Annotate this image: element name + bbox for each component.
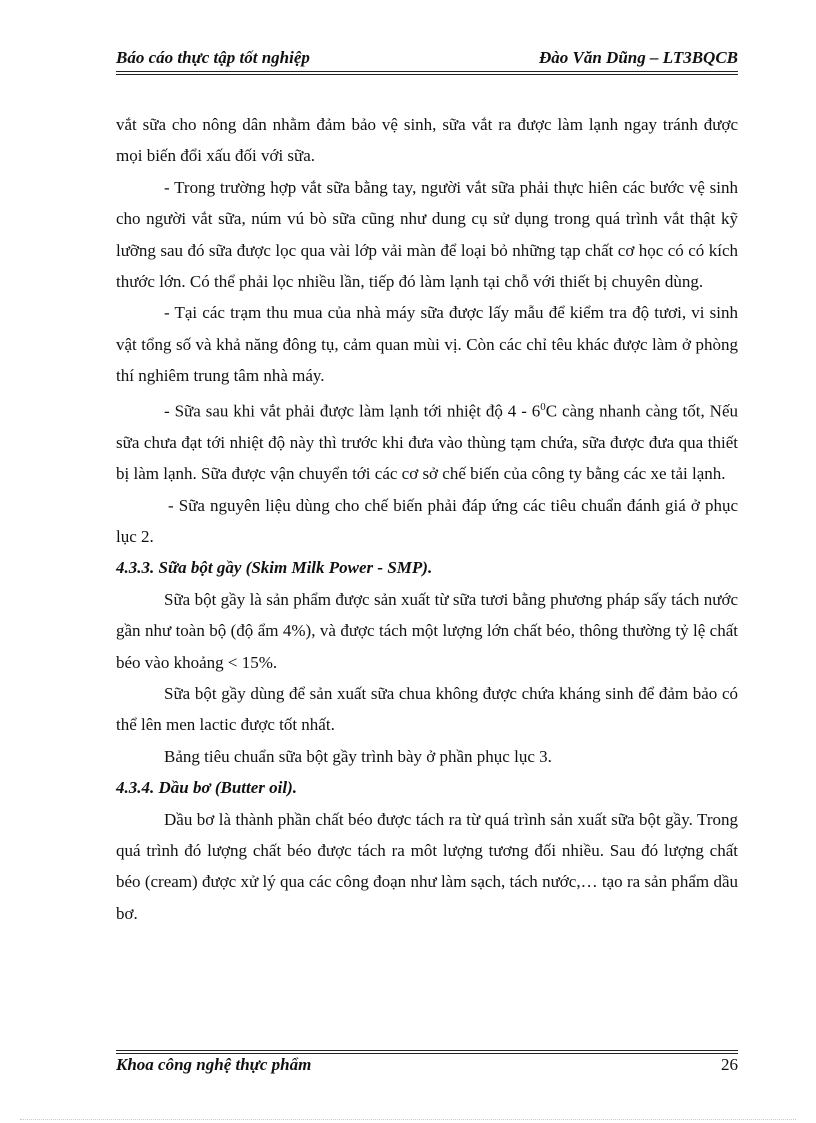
paragraph-skim-milk-usage: Sữa bột gầy dùng để sản xuất sữa chua không được chứa kháng sinh để đảm bảo có thể lên men lactic được tốt nhất.: [116, 683, 738, 735]
paragraph-cooling: [116, 392, 738, 490]
header-report-title: Báo cáo thực tập tốt nghiệp: [116, 48, 310, 67]
paragraph-collection-stations: - Tại các trạm thu mua của nhà máy sữa được lấy mẫu để kiểm tra độ tươi, vi sinh vật tổng số và khả năng đông tụ, cảm quan mùi vị. Còn các chỉ têu khác được làm ở phòng thí nghiêm trung tâm nhà máy.: [116, 303, 738, 386]
header-author: Đào Văn Dũng – LT3BQCB: [538, 48, 738, 67]
page-footer: [116, 1055, 738, 1077]
footer-faculty: Khoa công nghệ thực phẩm: [116, 1055, 312, 1074]
footer-rule-bottom: [116, 1053, 738, 1054]
paragraph-raw-milk-standards: - Sữa nguyên liệu dùng cho chế biến phải đáp ứng các tiêu chuẩn đánh giá ở phục lục 2.: [116, 495, 738, 546]
paragraph-hand-milking: - Trong trường hợp vắt sữa bằng tay, người vắt sữa phải thực hiên các bước vệ sinh cho người vắt sữa, núm vú bò sữa cũng như dung cụ sử dụng trong quá trình vắt thật kỹ lưỡng sau đó sữa được lọc qua vài lớp vải màn để loại bỏ những tạp chất cơ học có có kích thước lớn. Có thể phải lọc nhiều lần, tiếp đó làm lạnh tại chỗ với thiết bị chuyên dùng.: [116, 177, 738, 292]
header-rule-top: [116, 71, 738, 72]
footer-rule-top: [116, 1050, 738, 1051]
paragraph-butter-oil: Dầu bơ là thành phần chất béo được tách ra từ quá trình sản xuất sữa bột gầy. Trong quá trình đó lượng chất béo được tách ra môt lượng tương đối nhiều. Sau đó lượng chất béo (cream) được xử lý qua các công đoạn như làm sạch, tách nước,… tạo ra sản phẩm dầu bơ.: [116, 809, 738, 923]
cooling-text-after: C càng nhanh càng tốt, Nếu sữa chưa đạt tới nhiệt độ này thì trước khi đưa vào thùng tạm chứa, sữa được đưa qua thiết bị làm lạnh. Sữa được vận chuyển tới các cơ sở chế biến của công ty bằng các xe tải lạnh.: [116, 401, 738, 484]
page-border-dotted: [20, 1119, 796, 1120]
paragraph-skim-milk-definition: Sữa bột gầy là sản phẩm được sản xuất từ sữa tươi bằng phương pháp sấy tách nước gần như toàn bộ (độ ẩm 4%), và được tách một lượng lớn chất béo, thông thường tỷ lệ chất béo vào khoảng < 15%.: [116, 589, 738, 672]
paragraph-skim-milk-table: Bảng tiêu chuẩn sữa bột gầy trình bày ở phần phục lục 3.: [164, 746, 552, 766]
page-body: [116, 109, 738, 929]
header-rule-bottom: [116, 74, 738, 75]
section-heading-butter-oil: 4.3.4. Dầu bơ (Butter oil).: [116, 778, 298, 798]
page-header: [116, 48, 738, 70]
cooling-text-before: - Sữa sau khi vắt phải được làm lạnh tới nhiệt độ 4 - 6: [164, 401, 541, 421]
page-number: 26: [721, 1055, 738, 1074]
degree-superscript: 0: [540, 400, 546, 413]
paragraph-intro: vắt sữa cho nông dân nhằm đảm bảo vệ sinh, sữa vắt ra được làm lạnh ngay tránh được mọi biến đổi xấu đối với sữa.: [116, 115, 738, 166]
section-heading-skim-milk: 4.3.3. Sữa bột gầy (Skim Milk Power - SMP).: [116, 558, 433, 578]
